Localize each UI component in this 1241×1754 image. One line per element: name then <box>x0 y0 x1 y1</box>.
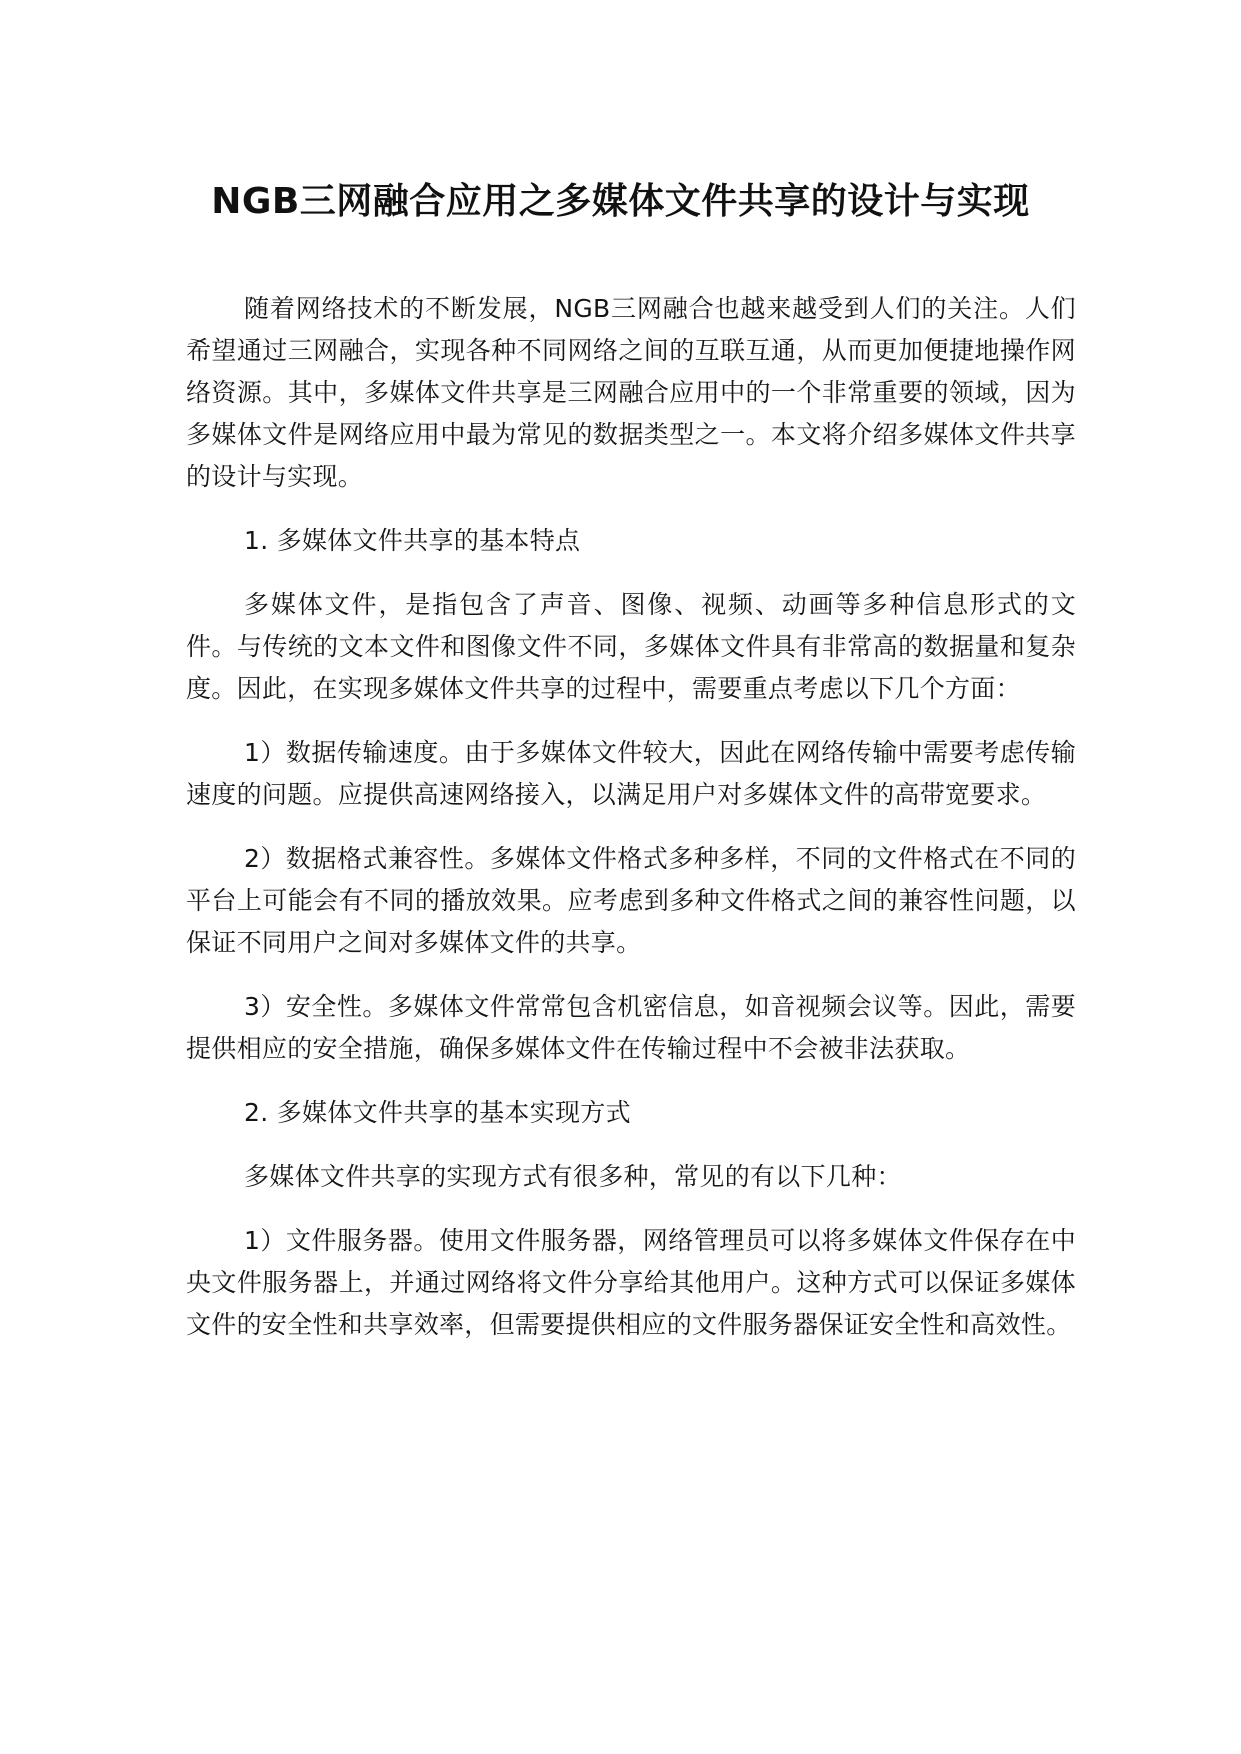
document-body <box>186 288 1076 1368</box>
section-heading-1: 1. 多媒体文件共享的基本特点 <box>244 526 581 555</box>
paragraph-format-compatibility: 2）数据格式兼容性。多媒体文件格式多种多样，不同的文件格式在不同的平台上可能会有不同的播放效果。应考虑到多种文件格式之间的兼容性问题，以保证不同用户之间对多媒体文件的共享。 <box>186 844 1076 957</box>
paragraph-multimedia-definition: 多媒体文件，是指包含了声音、图像、视频、动画等多种信息形式的文件。与传统的文本文件和图像文件不同，多媒体文件具有非常高的数据量和复杂度。因此，在实现多媒体文件共享的过程中，需要重点考虑以下几个方面： <box>186 590 1076 703</box>
document-title: NGB三网融合应用之多媒体文件共享的设计与实现 <box>211 181 1030 222</box>
paragraph-file-server: 1）文件服务器。使用文件服务器，网络管理员可以将多媒体文件保存在中央文件服务器上，并通过网络将文件分享给其他用户。这种方式可以保证多媒体文件的安全性和共享效率，但需要提供相应的文件服务器保证安全性和高效性。 <box>186 1226 1076 1339</box>
paragraph-implementation-intro: 多媒体文件共享的实现方式有很多种，常见的有以下几种： <box>244 1162 902 1191</box>
paragraph-intro: 随着网络技术的不断发展，NGB三网融合也越来越受到人们的关注。人们希望通过三网融合，实现各种不同网络之间的互联互通，从而更加便捷地操作网络资源。其中，多媒体文件共享是三网融合应用中的一个非常重要的领域，因为多媒体文件是网络应用中最为常见的数据类型之一。本文将介绍多媒体文件共享的设计与实现。 <box>186 294 1076 491</box>
paragraph-transfer-speed: 1）数据传输速度。由于多媒体文件较大，因此在网络传输中需要考虑传输速度的问题。应提供高速网络接入，以满足用户对多媒体文件的高带宽要求。 <box>186 738 1076 809</box>
section-heading-2: 2. 多媒体文件共享的基本实现方式 <box>244 1098 631 1127</box>
paragraph-security: 3）安全性。多媒体文件常常包含机密信息，如音视频会议等。因此，需要提供相应的安全措施，确保多媒体文件在传输过程中不会被非法获取。 <box>186 992 1076 1063</box>
